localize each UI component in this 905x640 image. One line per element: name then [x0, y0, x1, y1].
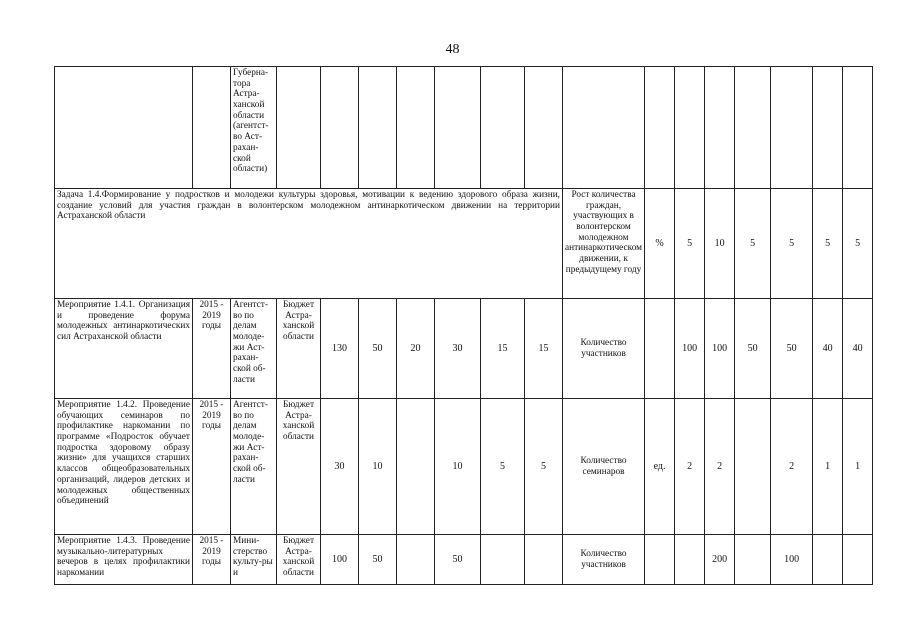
cell-source: Бюджет Астра-ханской области — [277, 535, 321, 585]
cell-target — [771, 67, 813, 189]
table-row-measure-1-4-2 — [55, 399, 873, 535]
cell-indicator: Рост количества граждан, участвующих в волонтерском молодежном антинаркотическом движении, к предыдущему году — [563, 189, 645, 299]
cell-funding — [525, 535, 563, 585]
cell-target: 100 — [675, 299, 705, 399]
cell-unit — [645, 535, 675, 585]
cell-target: 200 — [705, 535, 735, 585]
cell-funding: 50 — [359, 299, 397, 399]
cell-target: 1 — [813, 399, 843, 535]
cell-target: 5 — [843, 189, 873, 299]
cell-funding: 15 — [525, 299, 563, 399]
cell-target: 1 — [843, 399, 873, 535]
cell-target — [813, 535, 843, 585]
cell-period: 2015 - 2019 годы — [193, 399, 231, 535]
cell-period: 2015 - 2019 годы — [193, 299, 231, 399]
cell-target — [705, 67, 735, 189]
cell-target — [675, 535, 705, 585]
task-text: Задача 1.4.Формирование у подростков и молодежи культуры здоровья, мотивации к ведению здорового образа жизни, создание условий для участия граждан в волонтерском молодежном антинаркотическом движении на территории Астраханской области — [55, 189, 563, 299]
table-row-continuation — [55, 67, 873, 189]
cell-funding: 10 — [359, 399, 397, 535]
cell-period: 2015 - 2019 годы — [193, 535, 231, 585]
cell-executor: Агентст-во по делам молоде-жи Аст-рахан-ской об-ласти — [231, 299, 277, 399]
cell-target — [735, 399, 771, 535]
cell-target: 2 — [705, 399, 735, 535]
cell-funding: 20 — [397, 299, 435, 399]
cell-funding — [397, 67, 435, 189]
cell-unit: ед. — [645, 399, 675, 535]
program-table — [54, 66, 873, 585]
cell-target: 40 — [843, 299, 873, 399]
page-number: 48 — [445, 42, 460, 57]
cell-target: 5 — [813, 189, 843, 299]
cell-indicator: Количество участников — [563, 535, 645, 585]
cell-funding: 50 — [435, 535, 481, 585]
cell-funding: 5 — [525, 399, 563, 535]
cell-funding — [359, 67, 397, 189]
cell-funding — [321, 67, 359, 189]
cell-target: 10 — [705, 189, 735, 299]
table-row-measure-1-4-3 — [55, 535, 873, 585]
cell-source: Бюджет Астра-ханской области — [277, 299, 321, 399]
cell-funding: 30 — [435, 299, 481, 399]
cell-funding: 30 — [321, 399, 359, 535]
cell-source: Бюджет Астра-ханской области — [277, 399, 321, 535]
cell-period — [193, 67, 231, 189]
cell-funding: 130 — [321, 299, 359, 399]
cell-target: 100 — [771, 535, 813, 585]
cell-target: 50 — [735, 299, 771, 399]
cell-unit — [645, 67, 675, 189]
cell-target: 40 — [813, 299, 843, 399]
cell-indicator: Количество участников — [563, 299, 645, 399]
cell-funding — [435, 67, 481, 189]
cell-target: 5 — [675, 189, 705, 299]
cell-target — [735, 67, 771, 189]
cell-funding — [525, 67, 563, 189]
cell-target: 5 — [735, 189, 771, 299]
cell-name: Мероприятие 1.4.3. Проведение музыкально-литературных вечеров в целях профилактики наркомании — [55, 535, 193, 585]
cell-name: Мероприятие 1.4.2. Проведение обучающих семинаров по профилактике наркомании по программе «Подросток обучает подростка здоровому образу жизни» для учащихся старших классов общеобразовательных организаций, лидеров детских и молодежных общественных объединений — [55, 399, 193, 535]
cell-target: 100 — [705, 299, 735, 399]
cell-executor: Губерна-тора Астра-ханской области (агентст-во Аст-рахан-ской области) — [231, 67, 277, 189]
cell-funding: 5 — [481, 399, 525, 535]
cell-indicator: Количество семинаров — [563, 399, 645, 535]
cell-target — [843, 67, 873, 189]
cell-funding — [481, 535, 525, 585]
table-row-task — [55, 189, 873, 299]
cell-target — [813, 67, 843, 189]
cell-funding — [481, 67, 525, 189]
cell-executor: Агентст-во по делам молоде-жи Аст-рахан-ской об-ласти — [231, 399, 277, 535]
cell-target: 50 — [771, 299, 813, 399]
cell-funding: 10 — [435, 399, 481, 535]
cell-name: Мероприятие 1.4.1. Организация и проведение форума молодежных антинаркотических сил Астраханской области — [55, 299, 193, 399]
cell-target — [843, 535, 873, 585]
cell-executor: Мини-стерство культу-ры и — [231, 535, 277, 585]
cell-target — [735, 535, 771, 585]
cell-target — [675, 67, 705, 189]
cell-funding — [397, 535, 435, 585]
cell-indicator — [563, 67, 645, 189]
cell-funding: 50 — [359, 535, 397, 585]
cell-funding — [397, 399, 435, 535]
cell-unit: % — [645, 189, 675, 299]
cell-target: 2 — [675, 399, 705, 535]
cell-source — [277, 67, 321, 189]
cell-funding: 15 — [481, 299, 525, 399]
cell-target: 5 — [771, 189, 813, 299]
table-row-measure-1-4-1 — [55, 299, 873, 399]
cell-name — [55, 67, 193, 189]
cell-target: 2 — [771, 399, 813, 535]
cell-unit — [645, 299, 675, 399]
cell-funding: 100 — [321, 535, 359, 585]
